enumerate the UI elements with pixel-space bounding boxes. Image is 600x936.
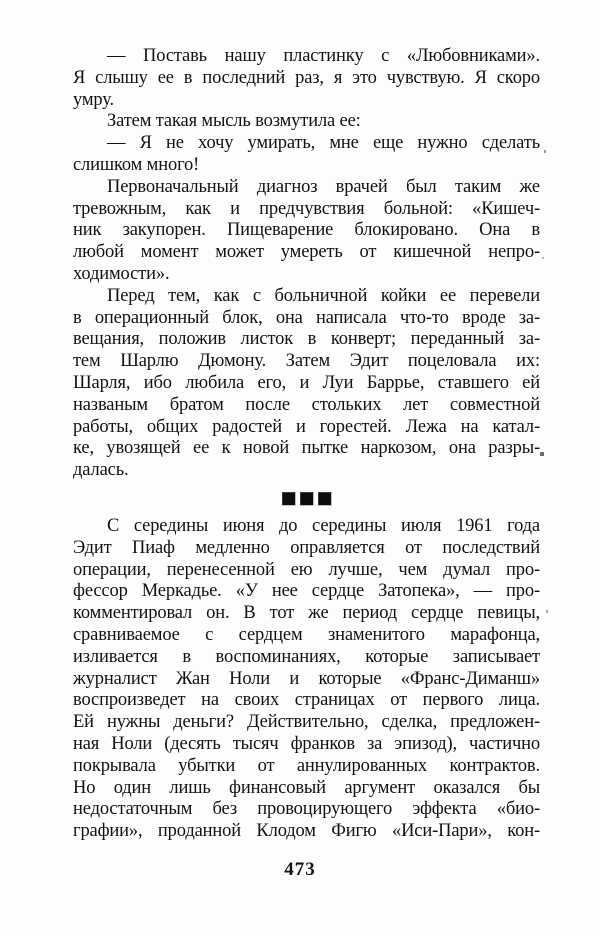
- text-line: Шарля, ибо любила его, и Луи Баррье, ставшего ей: [73, 372, 540, 393]
- text-line: покрывала убытки от аннулированных контрактов.: [73, 755, 540, 776]
- text-line: Перед тем, как с больничной койки ее перевели: [107, 285, 540, 306]
- text-line: умру.: [73, 89, 114, 110]
- text-line: любой момент может умереть от кишечной непро-: [73, 242, 540, 263]
- text-line: недостаточным без провоцирующего эффекта «био-: [73, 799, 540, 820]
- page-number: 473: [284, 859, 316, 880]
- scan-artifact: [540, 452, 544, 456]
- scan-artifact: [544, 150, 546, 153]
- text-line: Ей нужны деньги? Действительно, сделка, предложен-: [73, 712, 540, 733]
- text-line: ке, увозящей ее к новой пытке наркозом, она разры-: [73, 438, 540, 459]
- text-line: — Поставь нашу пластинку с «Любовниками».: [107, 46, 540, 66]
- divider-square-icon: [318, 492, 332, 506]
- section-divider: [73, 482, 540, 516]
- text-line: тревожным, как и предчувствия больной: «Кишеч-: [73, 198, 540, 219]
- text-line: далась.: [73, 460, 129, 481]
- text-line: ник закупорен. Пищеварение блокировано. Она в: [73, 220, 540, 241]
- text-line: тем Шарлю Дюмону. Затем Эдит поцеловала их:: [73, 351, 540, 372]
- divider-square-icon: [282, 492, 296, 506]
- text-line: С середины июня до середины июля 1961 года: [107, 515, 540, 536]
- text-line: Первоначальный диагноз врачей был таким же: [107, 176, 540, 197]
- text-line: Но один лишь финансовый аргумент оказался бы: [73, 777, 540, 798]
- text-line: названым братом после стольких лет совместной: [73, 394, 540, 415]
- text-line: воспроизведет на своих страницах от первого лица.: [73, 690, 540, 711]
- text-line: сравниваемое с сердцем знаменитого марафонца,: [73, 624, 540, 645]
- text-line: работы, общих радостей и горестей. Лежа на катал-: [73, 416, 540, 437]
- page-text-block: [73, 46, 540, 843]
- text-line: журналист Жан Ноли и которые «Франс-Диманш»: [73, 668, 540, 689]
- text-line: операции, перенесенной ею лучше, чем думал про-: [73, 559, 540, 580]
- text-line: изливается в воспоминаниях, которые записывает: [73, 646, 540, 667]
- text-line: в операционный блок, она написала что-то вроде за-: [73, 307, 540, 328]
- divider-square-icon: [300, 492, 314, 506]
- text-line: комментировал он. В тот же период сердце певицы,: [73, 603, 540, 624]
- text-line: слишком много!: [73, 154, 200, 175]
- text-line: фессор Меркадье. «У нее сердце Затопека», — про-: [73, 581, 540, 602]
- text-line: графии», проданной Клодом Фигю «Иси-Пари», кон-: [73, 821, 540, 842]
- scan-artifact: [546, 610, 548, 613]
- text-line: — Я не хочу умирать, мне еще нужно сделать: [107, 133, 540, 154]
- text-line: вещания, положив листок в конверт; переданный за-: [73, 329, 540, 350]
- text-line: ходимости».: [73, 263, 170, 284]
- text-line: ная Ноли (десять тысяч франков за эпизод), частично: [73, 733, 540, 754]
- text-line: Эдит Пиаф медленно оправляется от последствий: [73, 537, 540, 558]
- scan-artifact: [542, 257, 544, 259]
- text-line: Затем такая мысль возмутила ее:: [107, 111, 361, 132]
- text-line: Я слышу ее в последний раз, я это чувствую. Я скоро: [73, 67, 540, 88]
